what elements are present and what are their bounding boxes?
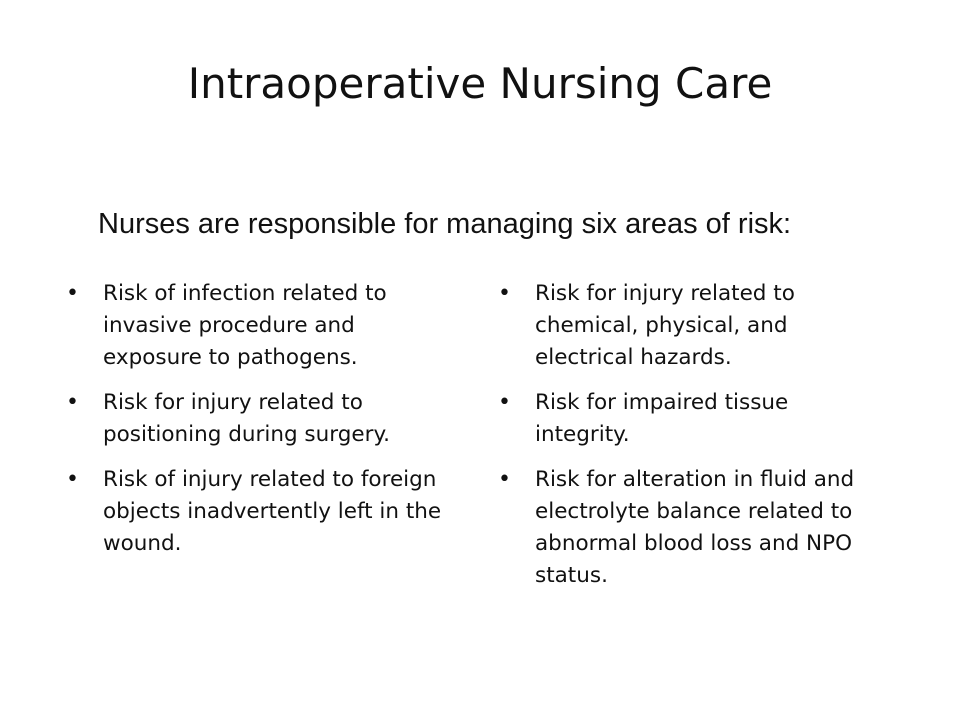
bullet-icon: • (498, 281, 511, 306)
bullet-icon: • (498, 390, 511, 415)
slide-subtitle: Nurses are responsible for managing six areas of risk: (98, 208, 792, 240)
list-item-text: Risk for impaired tissue integrity. (535, 390, 789, 447)
bullet-icon: • (66, 281, 79, 306)
list-item (498, 278, 878, 374)
list-item (498, 464, 878, 592)
left-bullet-list (66, 278, 454, 573)
list-item (66, 278, 454, 374)
list-item-text: Risk for injury related to chemical, physical, and electrical hazards. (535, 281, 795, 370)
bullet-icon: • (66, 390, 79, 415)
list-item-text: Risk for injury related to positioning during surgery. (103, 390, 390, 447)
list-item-text: Risk for alteration in fluid and electrolyte balance related to abnormal blood loss and NPO status. (535, 467, 855, 588)
bullet-icon: • (498, 467, 511, 492)
list-item-text: Risk of infection related to invasive procedure and exposure to pathogens. (103, 281, 387, 370)
list-item (66, 387, 454, 451)
bullet-icon: • (66, 467, 79, 492)
right-bullet-list (498, 278, 878, 605)
list-item-text: Risk of injury related to foreign objects inadvertently left in the wound. (103, 467, 442, 556)
list-item (498, 387, 878, 451)
list-item (66, 464, 454, 560)
slide-title: Intraoperative Nursing Care (187, 59, 773, 108)
